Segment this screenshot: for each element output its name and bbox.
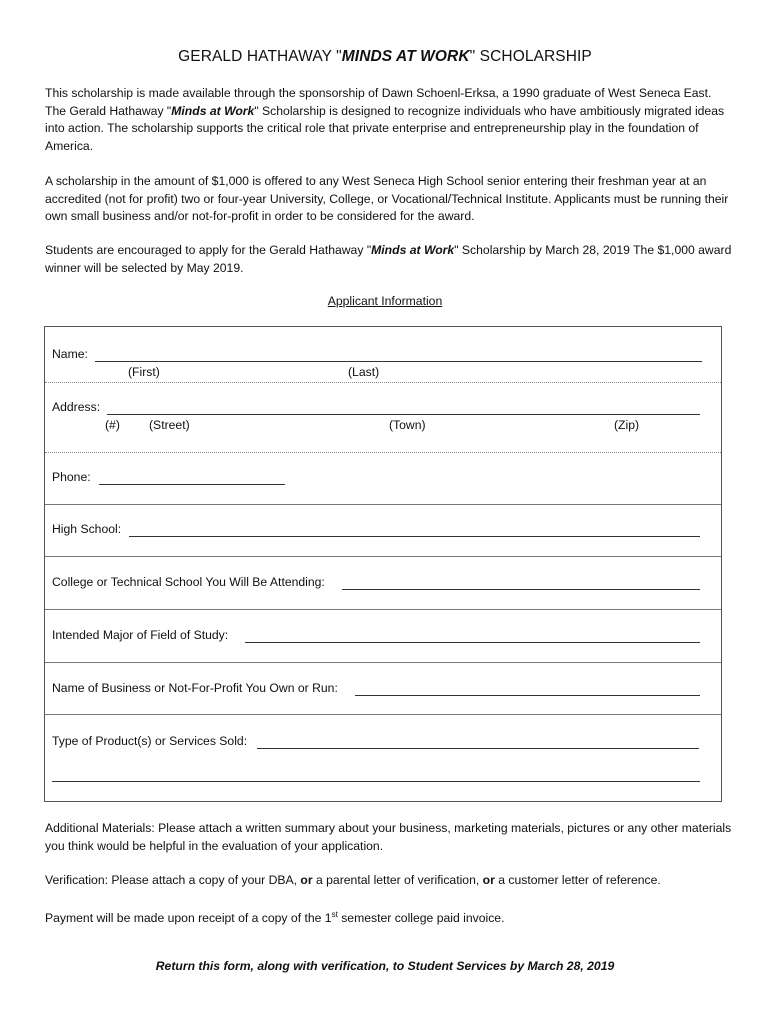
- p1-emphasis: Minds at Work: [171, 103, 255, 118]
- payment-superscript: st: [331, 910, 338, 919]
- products-field[interactable]: [257, 748, 699, 749]
- payment-text-a: Payment will be made upon receipt of a copy of the 1: [45, 911, 332, 926]
- footer-instruction: Return this form, along with verification, to Student Services by March 28, 2019: [155, 959, 615, 973]
- verification-or-2: or: [482, 873, 495, 887]
- intro-paragraph-1: [45, 85, 735, 155]
- address-number-caption: (#): [105, 418, 120, 432]
- business-label: Name of Business or Not-For-Profit You Own or Run:: [52, 681, 338, 695]
- title-prefix: GERALD HATHAWAY ": [178, 48, 342, 65]
- applicant-form: [44, 326, 722, 802]
- high-school-label: High School:: [52, 522, 122, 536]
- phone-label: Phone:: [52, 470, 91, 484]
- p3-emphasis: Minds at Work: [371, 243, 455, 257]
- p1-text-a: This scholarship is made available through the sponsorship of Dawn Schoenl-Erksa, a 1990 graduate of West Seneca East. The Gerald Hathaway ": [45, 86, 712, 118]
- name-row: [45, 327, 721, 383]
- intro-paragraph-2: A scholarship in the amount of $1,000 is offered to any West Seneca High School senior entering their freshman year at an accredited (not for profit) two or four-year University, College, or Vocational/Technical Institute. Applicants must be running their own small business and/or not-for-profit in order to be considered for the award.: [45, 174, 729, 224]
- section-heading-text: Applicant Information: [327, 294, 443, 308]
- verification-text: [45, 872, 735, 890]
- name-first-caption: (First): [128, 365, 160, 379]
- college-row: [45, 556, 721, 610]
- major-row: [45, 609, 721, 663]
- verification-text-a: Verification: Please attach a copy of your DBA,: [45, 873, 301, 887]
- college-label: College or Technical School You Will Be Attending:: [52, 575, 325, 589]
- name-field[interactable]: [95, 361, 702, 362]
- address-field[interactable]: [107, 414, 700, 415]
- address-zip-caption: (Zip): [614, 418, 640, 432]
- additional-materials-text: Additional Materials: Please attach a written summary about your business, marketing materials, pictures or any other materials you think would be helpful in the evaluation of your application.: [45, 821, 732, 853]
- high-school-field[interactable]: [129, 536, 700, 537]
- title-emphasis: MINDS AT WORK: [341, 48, 470, 65]
- phone-field[interactable]: [99, 484, 285, 485]
- address-row: [45, 382, 721, 453]
- page-title: [0, 48, 770, 66]
- products-field-line-2[interactable]: [52, 781, 700, 782]
- major-field[interactable]: [245, 642, 700, 643]
- section-heading: [0, 294, 770, 308]
- address-town-caption: (Town): [389, 418, 426, 432]
- phone-row: [45, 452, 721, 505]
- payment-text: [45, 906, 735, 928]
- intro-paragraph-3: [45, 242, 735, 277]
- college-field[interactable]: [342, 589, 700, 590]
- name-label: Name:: [52, 347, 88, 361]
- address-street-caption: (Street): [149, 418, 190, 432]
- p3-text-b: " Scholarship by March 28, 2019 The $1,000 award winner will be selected by May 2019.: [45, 243, 732, 275]
- high-school-row: [45, 504, 721, 557]
- p3-text-a: Students are encouraged to apply for the Gerald Hathaway ": [45, 243, 372, 257]
- products-label: Type of Product(s) or Services Sold:: [52, 734, 248, 748]
- products-row: [45, 714, 721, 801]
- verification-text-c: a customer letter of reference.: [494, 873, 661, 887]
- title-suffix: " SCHOLARSHIP: [469, 48, 592, 65]
- verification-or-1: or: [300, 873, 313, 887]
- major-label: Intended Major of Field of Study:: [52, 628, 229, 642]
- business-row: [45, 662, 721, 715]
- payment-text-b: semester college paid invoice.: [337, 911, 505, 926]
- verification-text-b: a parental letter of verification,: [312, 873, 483, 887]
- business-field[interactable]: [355, 695, 700, 696]
- p1-text-b: " Scholarship is designed to recognize individuals who have ambitiously migrated ideas into action. The scholarship supports the critical role that private enterprise and entrepreneurship play in the foundation of America.: [45, 103, 725, 153]
- address-label: Address:: [52, 400, 101, 414]
- name-last-caption: (Last): [348, 365, 380, 379]
